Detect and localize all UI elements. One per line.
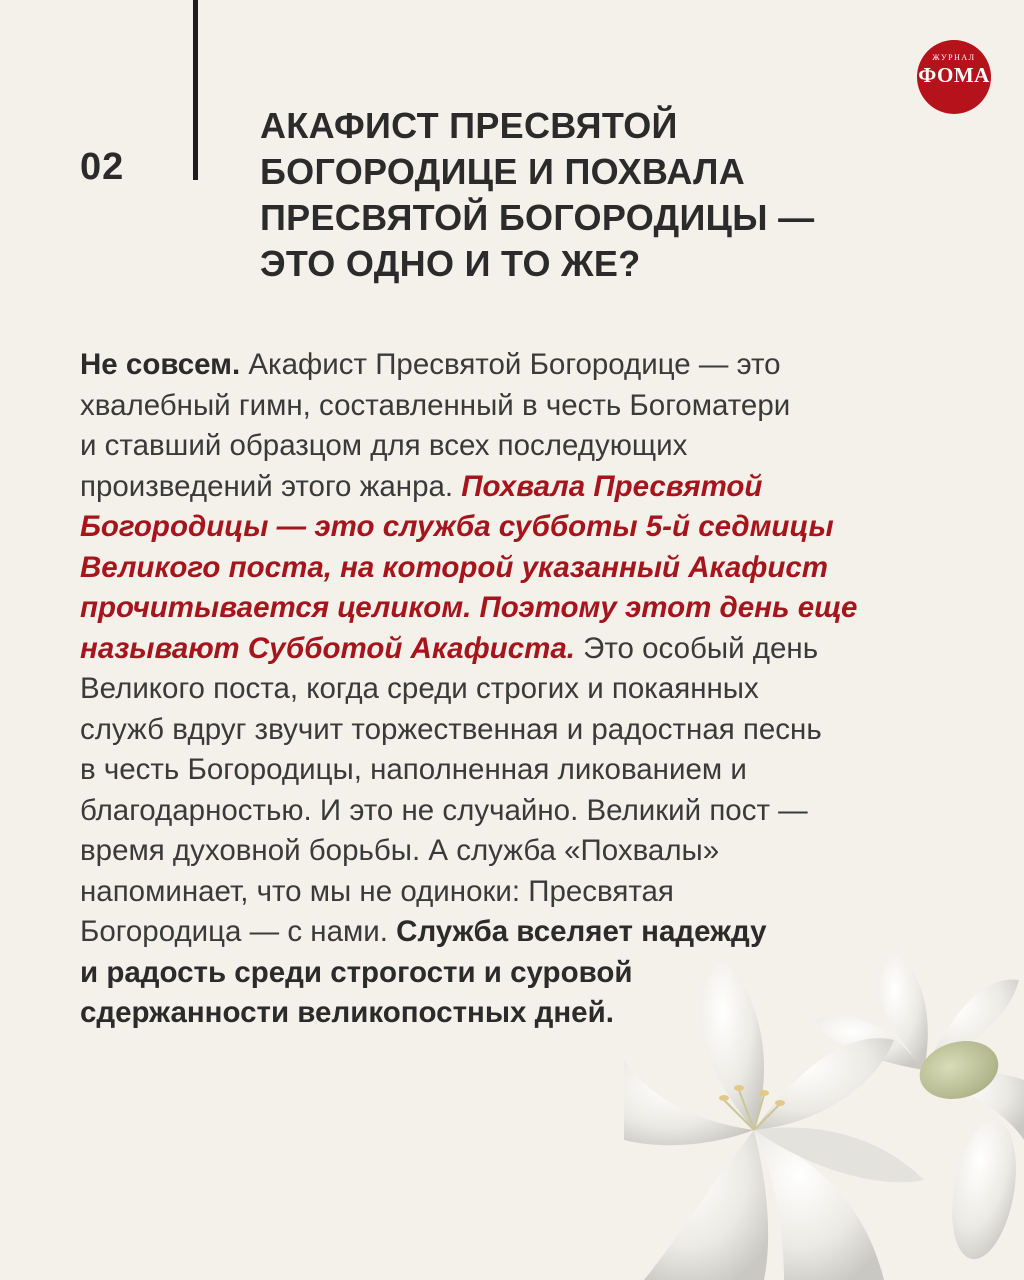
highlight-red-text: называют Субботой Акафиста.: [80, 631, 575, 665]
text-line: напоминает, что мы не одиноки: Пресвятая: [80, 874, 674, 908]
vertical-divider-line: [193, 0, 198, 180]
question-heading: [260, 103, 880, 287]
text-line: служб вдруг звучит торжественная и радостная песнь: [80, 712, 822, 746]
highlight-red-line: Великого поста, на которой указанный Акафист: [80, 550, 829, 584]
highlight-red-line: Богородицы — это служба субботы 5-й седмицы: [80, 510, 834, 543]
lily-flower-front: [624, 960, 924, 1280]
bold-text-line: сдержанности великопостных дней.: [80, 996, 614, 1029]
text-line: и ставший образцом для всех последующих: [80, 429, 688, 462]
text-line: [80, 629, 950, 670]
answer-text: [80, 345, 950, 1034]
lily-flowers-decoration: [624, 950, 1024, 1280]
text-span: Богородица — с нами.: [80, 915, 397, 948]
text-line: в честь Богородицы, наполненная ликованием и: [80, 753, 747, 786]
bold-text-line: и радость среди строгости и суровой: [80, 955, 633, 989]
text-line: хвалебный гимн, составленный в честь Богоматери: [80, 388, 791, 422]
text-line: [80, 467, 950, 508]
text-line: время духовной борьбы. А служба «Похвалы»: [80, 834, 720, 867]
text-span: Акафист Пресвятой Богородице — это: [240, 348, 781, 381]
text-span: Это особый день: [574, 631, 819, 665]
highlight-red-text: Похвала Пресвятой: [461, 469, 763, 503]
bold-answer-lead: Не совсем.: [80, 348, 241, 381]
lily-bud: [913, 1033, 1024, 1265]
text-line: благодарностью. И это не случайно. Великий пост —: [80, 793, 808, 827]
foma-magazine-logo: [917, 40, 991, 114]
logo-main-text: ФОМА: [918, 63, 990, 87]
heading-line: ПРЕСВЯТОЙ БОГОРОДИЦЫ —: [260, 197, 815, 238]
text-line: [80, 345, 950, 386]
heading-line: АКАФИСТ ПРЕСВЯТОЙ: [260, 105, 678, 146]
text-line: Великого поста, когда среди строгих и покаянных: [80, 672, 759, 705]
logo-top-text: ЖУРНАЛ: [932, 53, 976, 62]
highlight-red-line: прочитывается целиком. Поэтому этот день еще: [80, 591, 858, 624]
text-span: произведений этого жанра.: [80, 469, 462, 503]
heading-line: ЭТО ОДНО И ТО ЖЕ?: [260, 243, 641, 284]
heading-line: БОГОРОДИЦЕ И ПОХВАЛА: [260, 151, 746, 192]
bold-text: Служба вселяет надежду: [396, 915, 767, 948]
text-line: [80, 912, 950, 953]
question-number: 02: [80, 146, 125, 188]
